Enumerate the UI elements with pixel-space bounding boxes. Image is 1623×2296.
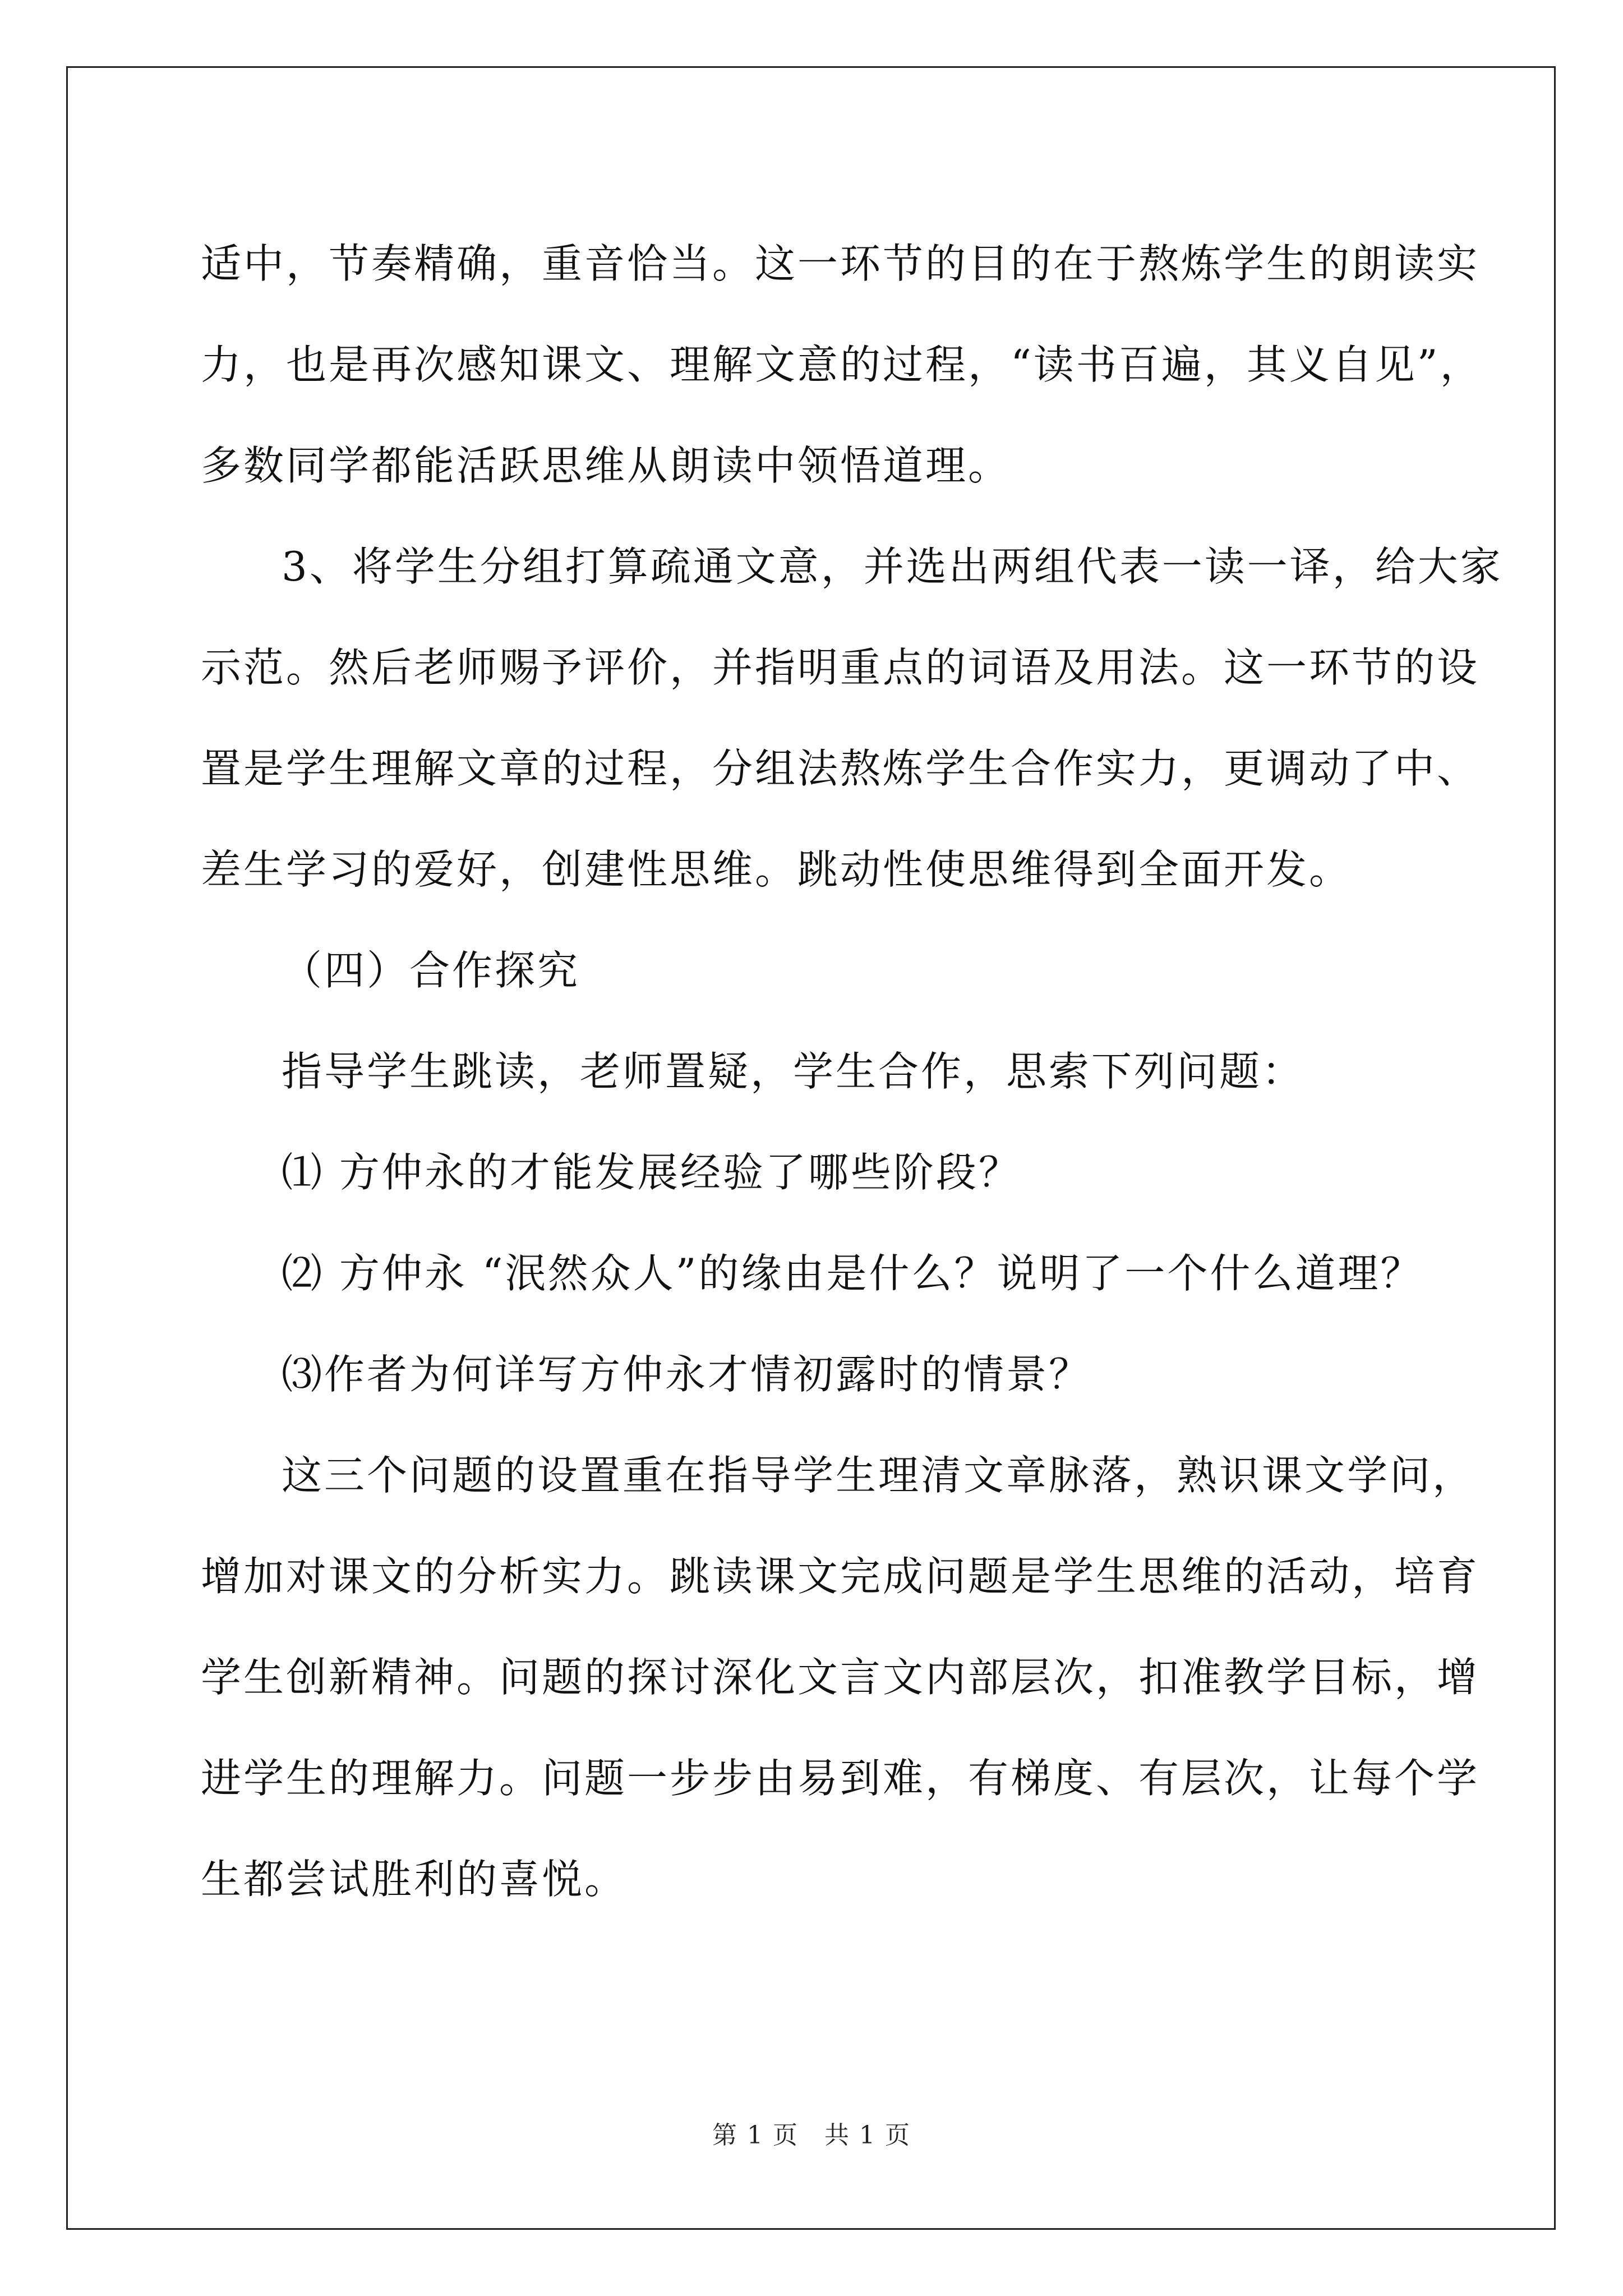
text-line: 适中，节奏精确，重音恰当。这一环节的目的在于熬炼学生的朗读实 [201, 240, 1480, 287]
section-heading: （四）合作探究 [282, 947, 580, 994]
text-line: 生都尝试胜利的喜悦。 [201, 1856, 628, 1903]
document-body [201, 213, 1503, 1930]
paragraph-analysis [201, 1425, 1480, 1930]
question-3: ⑶作者为何详写方仲永才情初露时的情景？ [282, 1351, 1092, 1398]
text-line: 示范。然后老师赐予评价，并指明重点的词语及用法。这一环节的设 [201, 644, 1480, 691]
paragraph-grouping [201, 516, 1503, 920]
text-line: 差生学习的爱好，创建性思维。跳动性使思维得到全面开发。 [201, 846, 1352, 893]
text-line: 3、将学生分组打算疏通文意，并选出两组代表一读一译，给大家 [282, 543, 1503, 590]
paragraph-reading [201, 213, 1483, 516]
page-footer: 第 1 页 共 1 页 [712, 2121, 911, 2150]
text-line: 置是学生理解文章的过程，分组法熬炼学生合作实力，更调动了中、 [201, 745, 1480, 792]
text-line: 学生创新精神。问题的探讨深化文言文内部层次，扣准教学目标，增 [201, 1654, 1480, 1701]
text-line: 这三个问题的设置重在指导学生理清文章脉落，熟识课文学问， [282, 1452, 1476, 1499]
paragraph-intro: 指导学生跳读，老师置疑，学生合作，思索下列问题： [282, 1048, 1305, 1095]
text-line: 力，也是再次感知课文、理解文意的过程，“读书百遍，其义自见”， [201, 341, 1483, 388]
text-line: 进学生的理解力。问题一步步由易到难，有梯度、有层次，让每个学 [201, 1755, 1480, 1802]
question-2: ⑵ 方仲永 “泯然众人”的缘由是什么？说明了一个什么道理？ [282, 1250, 1423, 1297]
text-line: 增加对课文的分析实力。跳读课文完成问题是学生思维的活动，培育 [201, 1553, 1480, 1600]
text-line: 多数同学都能活跃思维从朗读中领悟道理。 [201, 442, 1011, 489]
question-1: ⑴ 方仲永的才能发展经验了哪些阶段？ [282, 1149, 1021, 1196]
